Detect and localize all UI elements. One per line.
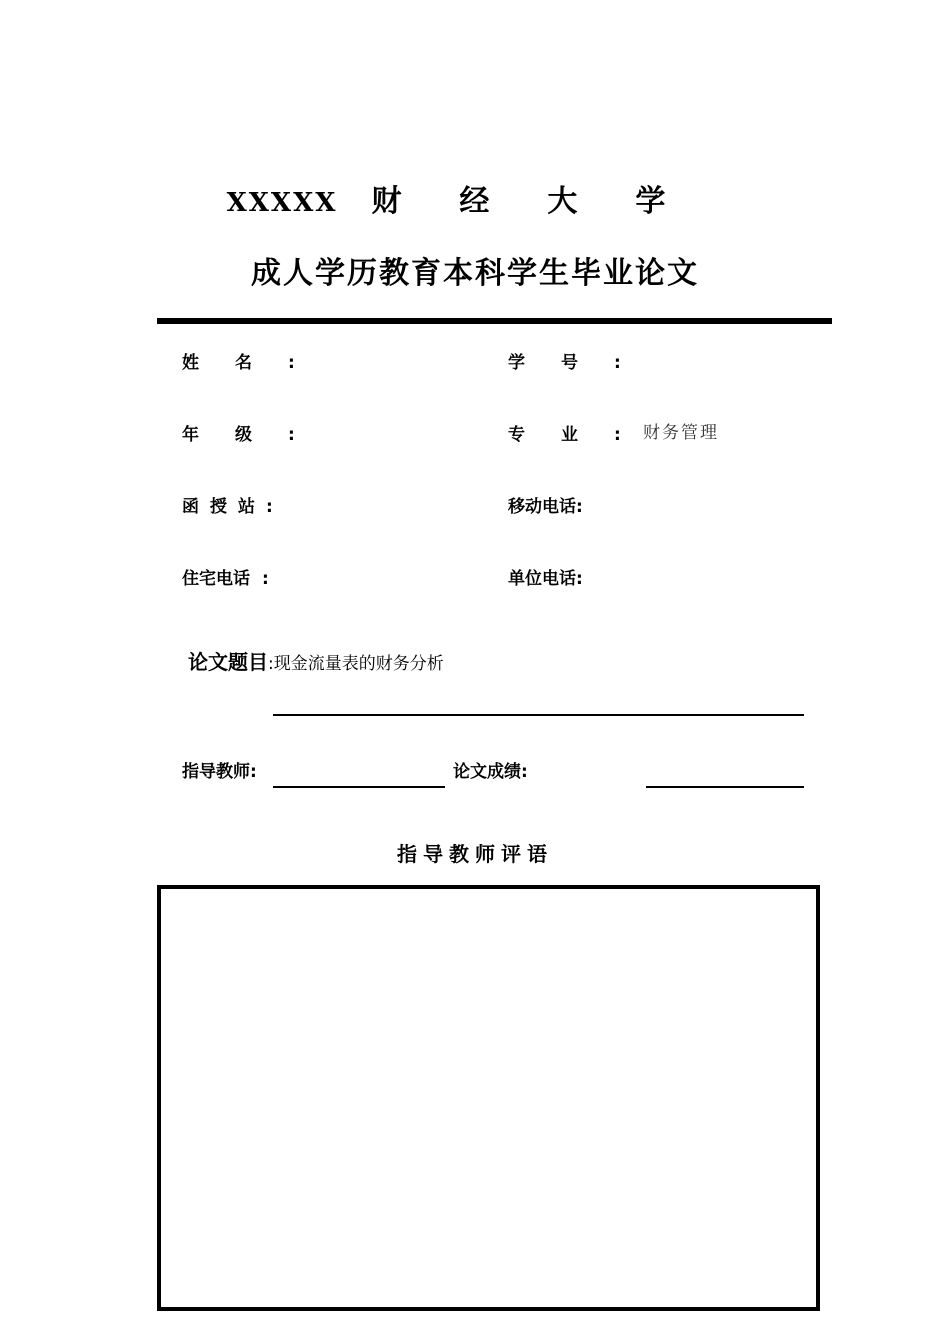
home-phone-colon: :	[262, 569, 269, 589]
university-prefix: XXXXX	[226, 188, 338, 218]
topic-label: 论文题目	[188, 650, 268, 674]
score-label: 论文成绩:	[453, 762, 528, 782]
comment-box	[157, 885, 820, 1311]
comment-heading: 指导教师评语	[397, 842, 553, 866]
advisor-label: 指导教师:	[182, 762, 257, 782]
name-label: 姓名	[182, 353, 288, 373]
major-field	[508, 420, 621, 445]
university-title	[0, 176, 950, 220]
topic-underline	[273, 714, 804, 716]
home-phone-label: 住宅电话	[182, 569, 250, 589]
thesis-topic	[188, 646, 444, 675]
grade-colon: :	[288, 425, 295, 445]
score-underline	[646, 786, 804, 788]
mobile-label: 移动电话:	[508, 497, 583, 517]
station-label: 函授站	[182, 497, 266, 517]
grade-field	[182, 420, 295, 445]
home-phone-field	[182, 564, 269, 589]
header-divider	[157, 318, 832, 324]
advisor-underline	[273, 786, 445, 788]
major-label: 专业	[508, 425, 614, 445]
document-subtitle: 成人学历教育本科学生毕业论文	[251, 256, 699, 291]
topic-value: :现金流量表的财务分析	[268, 654, 444, 674]
station-colon: :	[266, 497, 273, 517]
station-field	[182, 492, 273, 517]
grade-label: 年级	[182, 425, 288, 445]
name-field	[182, 348, 295, 373]
name-colon: :	[288, 353, 295, 373]
student-id-field	[508, 348, 621, 373]
university-name: 财经大学	[371, 184, 724, 219]
work-phone-label: 单位电话:	[508, 569, 583, 589]
student-id-colon: :	[614, 353, 621, 373]
major-colon: :	[614, 425, 621, 445]
student-id-label: 学号	[508, 353, 614, 373]
major-value: 财务管理	[643, 423, 719, 443]
